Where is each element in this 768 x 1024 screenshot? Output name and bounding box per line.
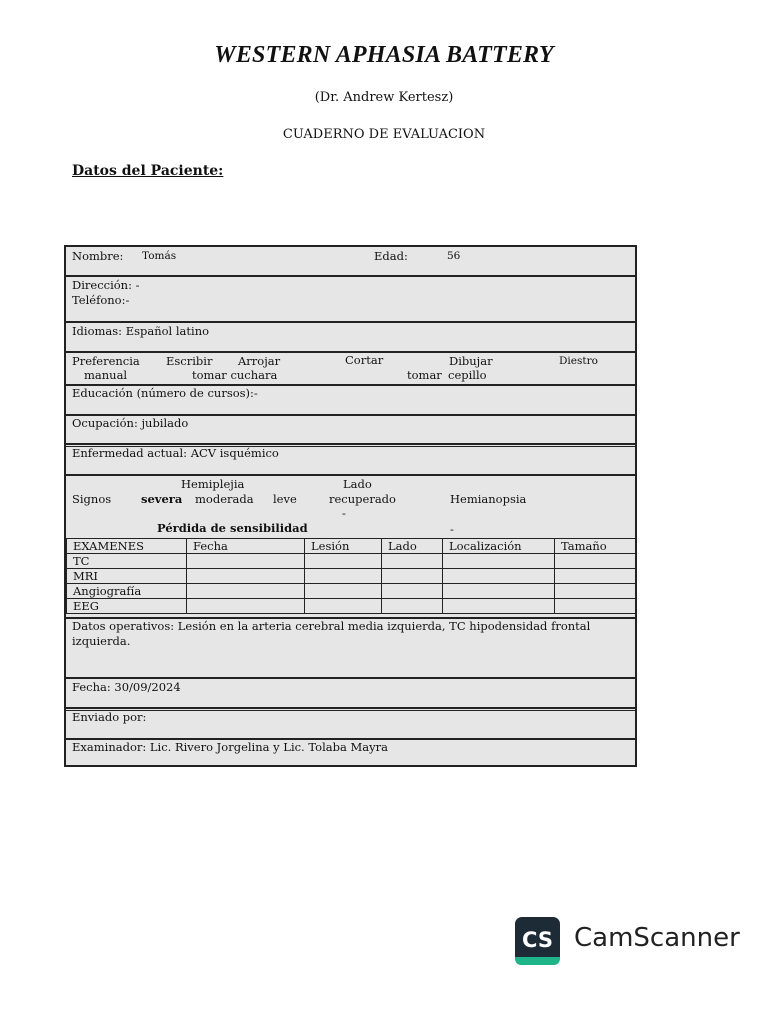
preferencia-label: Preferencia [72, 354, 140, 368]
patient-form [64, 245, 637, 767]
exam-name: TC [67, 554, 187, 569]
dash-mark: - [450, 522, 454, 536]
logo-letters: CS [522, 928, 553, 952]
arrojar-label: Arrojar [238, 354, 281, 368]
recuperado-label: recuperado [329, 492, 396, 506]
cortar-label: Cortar [345, 353, 384, 367]
table-header-row [67, 539, 637, 554]
lado-label: Lado [343, 477, 372, 491]
dash-mark: - [342, 506, 346, 520]
author-line: (Dr. Andrew Kertesz) [314, 90, 454, 105]
table-row [67, 569, 637, 584]
camscanner-logo-icon [515, 917, 560, 965]
diestro-label: Diestro [559, 355, 598, 367]
dibujar-label: Dibujar [449, 354, 493, 368]
table-header: Lesión [305, 539, 382, 554]
perdida-label: Pérdida de sensibilidad [157, 521, 308, 535]
ocupacion-field: Ocupación: jubilado [72, 416, 189, 430]
divider [66, 474, 635, 476]
table-row [67, 554, 637, 569]
exam-name: EEG [67, 599, 187, 614]
telefono-field: Teléfono:- [72, 293, 130, 307]
idiomas-field: Idiomas: Español latino [72, 324, 210, 338]
enviado-field: Enviado por: [72, 710, 147, 724]
tomar-label: tomar [407, 368, 442, 382]
table-header: EXAMENES [67, 539, 187, 554]
datos-operativos-line1: Datos operativos: Lesión en la arteria cerebral media izquierda, TC hipodensidad frontal [72, 619, 591, 633]
moderada-label: moderada [195, 492, 254, 506]
nombre-value: Tomás [142, 250, 177, 262]
cepillo-label: cepillo [448, 368, 487, 382]
table-header: Lado [382, 539, 443, 554]
manual-label: manual [84, 368, 128, 382]
divider [66, 321, 635, 323]
hemiplejia-label: Hemiplejia [181, 477, 245, 491]
divider [66, 677, 635, 679]
educacion-field: Educación (número de cursos):- [72, 386, 258, 400]
table-header: Fecha [187, 539, 305, 554]
divider [66, 443, 635, 445]
severa-label: severa [141, 492, 183, 506]
fecha-field: Fecha: 30/09/2024 [72, 680, 181, 694]
document-title: WESTERN APHASIA BATTERY [214, 42, 554, 68]
nombre-label: Nombre: [72, 249, 124, 263]
hemianopsia-label: Hemianopsia [450, 492, 527, 506]
section-heading: Datos del Paciente: [72, 163, 224, 179]
exam-name: Angiografía [67, 584, 187, 599]
datos-operativos-line2: izquierda. [72, 634, 131, 648]
edad-label: Edad: [374, 249, 408, 263]
enfermedad-field: Enfermedad actual: ACV isquémico [72, 446, 279, 460]
escribir-label: Escribir [166, 354, 213, 368]
table-row [67, 584, 637, 599]
divider [66, 707, 635, 709]
document-subtitle: CUADERNO DE EVALUACION [282, 127, 486, 142]
divider [66, 710, 635, 711]
exams-table [66, 538, 637, 614]
edad-value: 56 [447, 250, 461, 262]
table-row [67, 599, 637, 614]
table-header: Tamaño [555, 539, 637, 554]
signos-label: Signos [72, 492, 112, 506]
table-header: Localización [443, 539, 555, 554]
divider [66, 275, 635, 277]
exam-name: MRI [67, 569, 187, 584]
direccion-field: Dirección: - [72, 278, 140, 292]
tomar-cuchara-label: tomar cuchara [192, 368, 278, 382]
leve-label: leve [273, 492, 297, 506]
examinador-field: Examinador: Lic. Rivero Jorgelina y Lic. Tolaba Mayra [72, 740, 388, 754]
camscanner-brand: CamScanner [574, 923, 740, 953]
